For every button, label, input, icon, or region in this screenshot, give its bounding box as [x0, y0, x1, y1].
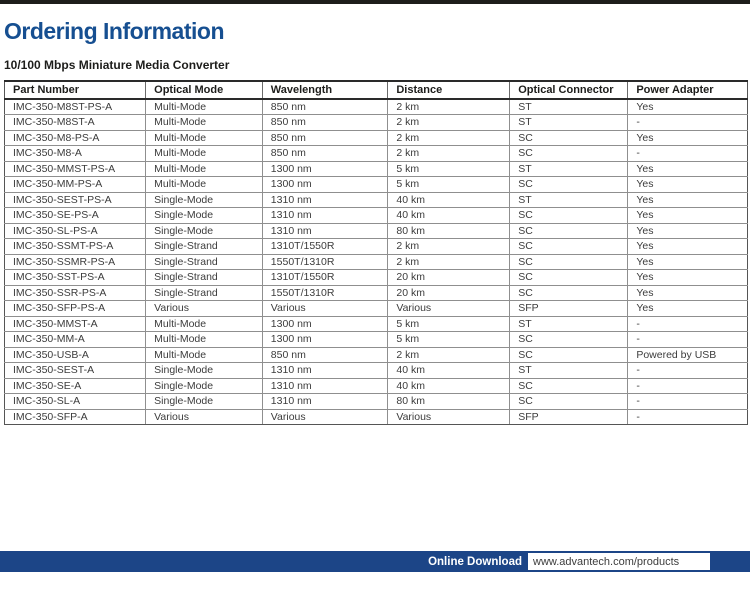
- table-cell: IMC-350-M8-A: [5, 146, 146, 162]
- table-cell: 1300 nm: [262, 332, 388, 348]
- table-row: [5, 285, 748, 301]
- table-cell: Multi-Mode: [146, 177, 263, 193]
- table-column-header: Power Adapter: [628, 81, 748, 99]
- table-cell: 80 km: [388, 394, 510, 410]
- table-cell: IMC-350-SFP-PS-A: [5, 301, 146, 317]
- table-cell: 850 nm: [262, 347, 388, 363]
- footer-bar: [0, 551, 750, 572]
- table-cell: SC: [510, 208, 628, 224]
- table-cell: 850 nm: [262, 130, 388, 146]
- table-cell: IMC-350-SFP-A: [5, 409, 146, 425]
- table-cell: 20 km: [388, 270, 510, 286]
- table-cell: 5 km: [388, 177, 510, 193]
- table-cell: IMC-350-MMST-A: [5, 316, 146, 332]
- table-row: [5, 332, 748, 348]
- table-row: [5, 270, 748, 286]
- table-cell: Multi-Mode: [146, 99, 263, 115]
- table-cell: 80 km: [388, 223, 510, 239]
- table-cell: 40 km: [388, 378, 510, 394]
- table-cell: IMC-350-SST-PS-A: [5, 270, 146, 286]
- table-cell: 5 km: [388, 161, 510, 177]
- table-cell: Multi-Mode: [146, 347, 263, 363]
- table-cell: 1310 nm: [262, 378, 388, 394]
- table-cell: Multi-Mode: [146, 332, 263, 348]
- table-body: [5, 99, 748, 425]
- table-cell: IMC-350-SEST-A: [5, 363, 146, 379]
- table-cell: 2 km: [388, 99, 510, 115]
- table-cell: Single-Mode: [146, 363, 263, 379]
- table-row: [5, 192, 748, 208]
- table-cell: 2 km: [388, 347, 510, 363]
- table-cell: -: [628, 115, 748, 131]
- table-row: [5, 223, 748, 239]
- table-cell: Yes: [628, 161, 748, 177]
- footer-url-box: [528, 553, 710, 570]
- table-cell: 2 km: [388, 146, 510, 162]
- table-cell: SC: [510, 146, 628, 162]
- table-cell: Single-Mode: [146, 208, 263, 224]
- table-cell: 1310 nm: [262, 394, 388, 410]
- table-cell: Single-Strand: [146, 239, 263, 255]
- table-cell: 1310 nm: [262, 223, 388, 239]
- table-row: [5, 130, 748, 146]
- table-cell: -: [628, 378, 748, 394]
- table-column-header: Optical Mode: [146, 81, 263, 99]
- table-cell: Various: [388, 409, 510, 425]
- table-cell: 5 km: [388, 332, 510, 348]
- table-cell: SC: [510, 394, 628, 410]
- table-cell: IMC-350-M8ST-A: [5, 115, 146, 131]
- footer-url: www.advantech.com/products: [533, 555, 680, 568]
- table-cell: Multi-Mode: [146, 146, 263, 162]
- table-cell: 1300 nm: [262, 316, 388, 332]
- table-cell: IMC-350-SE-PS-A: [5, 208, 146, 224]
- table-cell: IMC-350-MMST-PS-A: [5, 161, 146, 177]
- page-title: Ordering Information: [4, 18, 224, 44]
- table-cell: 1300 nm: [262, 177, 388, 193]
- ordering-table: [4, 80, 748, 425]
- table-header-row: [5, 81, 748, 99]
- table-cell: Multi-Mode: [146, 130, 263, 146]
- table-cell: Various: [262, 409, 388, 425]
- table-cell: SC: [510, 285, 628, 301]
- table-cell: Single-Strand: [146, 285, 263, 301]
- table-cell: Yes: [628, 130, 748, 146]
- table-cell: IMC-350-SL-A: [5, 394, 146, 410]
- table-row: [5, 301, 748, 317]
- table-cell: IMC-350-MM-A: [5, 332, 146, 348]
- table-cell: IMC-350-USB-A: [5, 347, 146, 363]
- table-cell: Yes: [628, 208, 748, 224]
- table-cell: ST: [510, 161, 628, 177]
- table-row: [5, 99, 748, 115]
- table-cell: 850 nm: [262, 146, 388, 162]
- table-row: [5, 394, 748, 410]
- table-column-header: Optical Connector: [510, 81, 628, 99]
- table-cell: 850 nm: [262, 99, 388, 115]
- table-cell: SC: [510, 347, 628, 363]
- table-cell: -: [628, 146, 748, 162]
- table-cell: 2 km: [388, 115, 510, 131]
- table-cell: ST: [510, 363, 628, 379]
- table-cell: Yes: [628, 270, 748, 286]
- table-cell: Yes: [628, 223, 748, 239]
- table-cell: 1310T/1550R: [262, 239, 388, 255]
- table-row: [5, 347, 748, 363]
- table-cell: Single-Mode: [146, 223, 263, 239]
- table-cell: Yes: [628, 177, 748, 193]
- top-rule: [0, 0, 750, 4]
- table-cell: 40 km: [388, 363, 510, 379]
- table-cell: Yes: [628, 239, 748, 255]
- table-cell: IMC-350-SSR-PS-A: [5, 285, 146, 301]
- table-cell: Single-Mode: [146, 378, 263, 394]
- table-row: [5, 363, 748, 379]
- table-cell: SFP: [510, 409, 628, 425]
- table-cell: ST: [510, 99, 628, 115]
- table-cell: 2 km: [388, 254, 510, 270]
- table-cell: IMC-350-M8-PS-A: [5, 130, 146, 146]
- table-cell: 2 km: [388, 130, 510, 146]
- table-cell: SC: [510, 254, 628, 270]
- table-row: [5, 161, 748, 177]
- table-cell: 5 km: [388, 316, 510, 332]
- table-row: [5, 146, 748, 162]
- table-cell: 1310 nm: [262, 192, 388, 208]
- online-download-label: Online Download: [428, 555, 522, 568]
- table-cell: Various: [388, 301, 510, 317]
- table-cell: SC: [510, 332, 628, 348]
- table-cell: 1550T/1310R: [262, 285, 388, 301]
- table-cell: Single-Strand: [146, 270, 263, 286]
- table-cell: 1310T/1550R: [262, 270, 388, 286]
- table-cell: SC: [510, 270, 628, 286]
- table-column-header: Wavelength: [262, 81, 388, 99]
- table-cell: -: [628, 409, 748, 425]
- table-cell: IMC-350-SE-A: [5, 378, 146, 394]
- table-cell: -: [628, 316, 748, 332]
- table-row: [5, 409, 748, 425]
- table-cell: Single-Strand: [146, 254, 263, 270]
- table-cell: Multi-Mode: [146, 316, 263, 332]
- table-cell: 850 nm: [262, 115, 388, 131]
- table-cell: ST: [510, 316, 628, 332]
- table-cell: Various: [262, 301, 388, 317]
- table-cell: Various: [146, 409, 263, 425]
- table-cell: Yes: [628, 254, 748, 270]
- table-row: [5, 177, 748, 193]
- table-column-header: Part Number: [5, 81, 146, 99]
- table-cell: Yes: [628, 301, 748, 317]
- table-row: [5, 316, 748, 332]
- table-cell: SC: [510, 223, 628, 239]
- table-row: [5, 208, 748, 224]
- section-subtitle: 10/100 Mbps Miniature Media Converter: [4, 58, 230, 72]
- table-cell: 1310 nm: [262, 363, 388, 379]
- table-cell: ST: [510, 192, 628, 208]
- table-row: [5, 254, 748, 270]
- table-column-header: Distance: [388, 81, 510, 99]
- table-row: [5, 115, 748, 131]
- table-cell: -: [628, 332, 748, 348]
- table-row: [5, 378, 748, 394]
- table-cell: SC: [510, 177, 628, 193]
- table-cell: Yes: [628, 192, 748, 208]
- table-cell: 1310 nm: [262, 208, 388, 224]
- table-cell: 2 km: [388, 239, 510, 255]
- table-cell: Yes: [628, 285, 748, 301]
- table-cell: IMC-350-SSMT-PS-A: [5, 239, 146, 255]
- table-cell: ST: [510, 115, 628, 131]
- table-cell: Multi-Mode: [146, 115, 263, 131]
- table-cell: IMC-350-MM-PS-A: [5, 177, 146, 193]
- table-cell: IMC-350-SSMR-PS-A: [5, 254, 146, 270]
- table-cell: SFP: [510, 301, 628, 317]
- table-cell: 1300 nm: [262, 161, 388, 177]
- table-cell: Single-Mode: [146, 192, 263, 208]
- table-cell: SC: [510, 130, 628, 146]
- table-cell: -: [628, 394, 748, 410]
- table-cell: IMC-350-SL-PS-A: [5, 223, 146, 239]
- table-cell: 40 km: [388, 208, 510, 224]
- table-cell: SC: [510, 378, 628, 394]
- table-cell: Powered by USB: [628, 347, 748, 363]
- table-cell: IMC-350-M8ST-PS-A: [5, 99, 146, 115]
- table-cell: 40 km: [388, 192, 510, 208]
- table-cell: SC: [510, 239, 628, 255]
- table-cell: 1550T/1310R: [262, 254, 388, 270]
- table-cell: 20 km: [388, 285, 510, 301]
- table-cell: Various: [146, 301, 263, 317]
- table-cell: -: [628, 363, 748, 379]
- table-cell: Yes: [628, 99, 748, 115]
- table-cell: IMC-350-SEST-PS-A: [5, 192, 146, 208]
- table-cell: Multi-Mode: [146, 161, 263, 177]
- table-cell: Single-Mode: [146, 394, 263, 410]
- table-row: [5, 239, 748, 255]
